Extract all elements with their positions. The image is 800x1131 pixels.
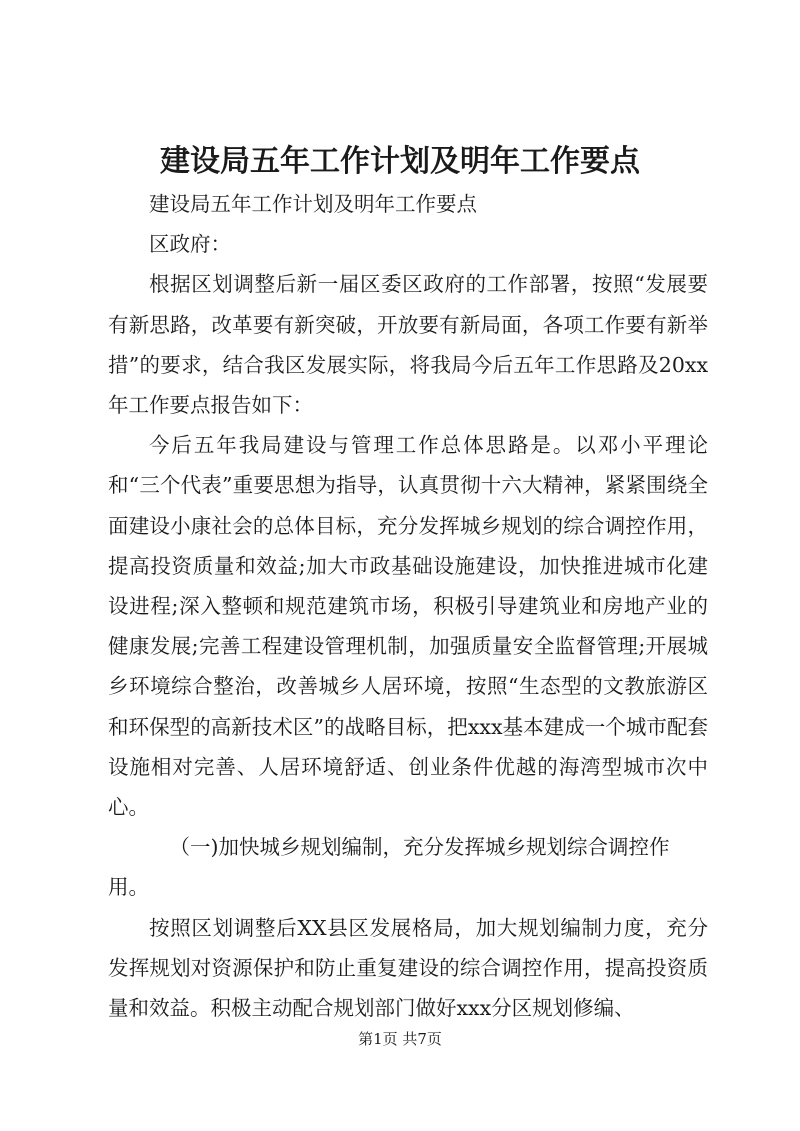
body-heading-repeat: 建设局五年工作计划及明年工作要点 (149, 192, 477, 216)
paragraph-intro: 根据区划调整后新一届区委区政府的工作部署，按照“发展要有新思路，改革要有新突破，开放要有新局面，各项工作要有新举措”的要求，结合我区发展实际，将我局今后五年工作思路及20xx年工作要点报告如下： (108, 272, 708, 418)
paragraph-planning: 按照区划调整后XX县区发展格局，加大规划编制力度，充分发挥规划对资源保护和防止重复建设的综合调控作用，提高投资质量和效益。积极主动配合规划部门做好xxx分区规划修编、 (108, 915, 708, 1021)
paragraph-overall-approach: 今后五年我局建设与管理工作总体思路是。以邓小平理论和“三个代表”重要思想为指导，认真贯彻十六大精神，紧紧围绕全面建设小康社会的总体目标，充分发挥城乡规划的综合调控作用，提高投资质量和效益;加大市政基础设施建设，加快推进城市化建设进程;深入整顿和规范建筑市场，积极引导建筑业和房地产业的健康发展;完善工程建设管理机制，加强质量安全监督管理;开展城乡环境综合整治，改善城乡人居环境，按照“生态型的文教旅游区和环保型的高新技术区”的战略目标，把xxx基本建成一个城市配套设施相对完善、人居环境舒适、创业条件优越的海湾型城市次中心。 (108, 433, 708, 820)
section-heading-1: （一)加快城乡规划编制，充分发挥城乡规划综合调控作用。 (108, 835, 670, 900)
document-body (108, 184, 708, 1028)
document-title: 建设局五年工作计划及明年工作要点 (160, 144, 640, 179)
salutation: 区政府： (149, 232, 231, 257)
page-footer: 第1页 共7页 (358, 1030, 442, 1048)
